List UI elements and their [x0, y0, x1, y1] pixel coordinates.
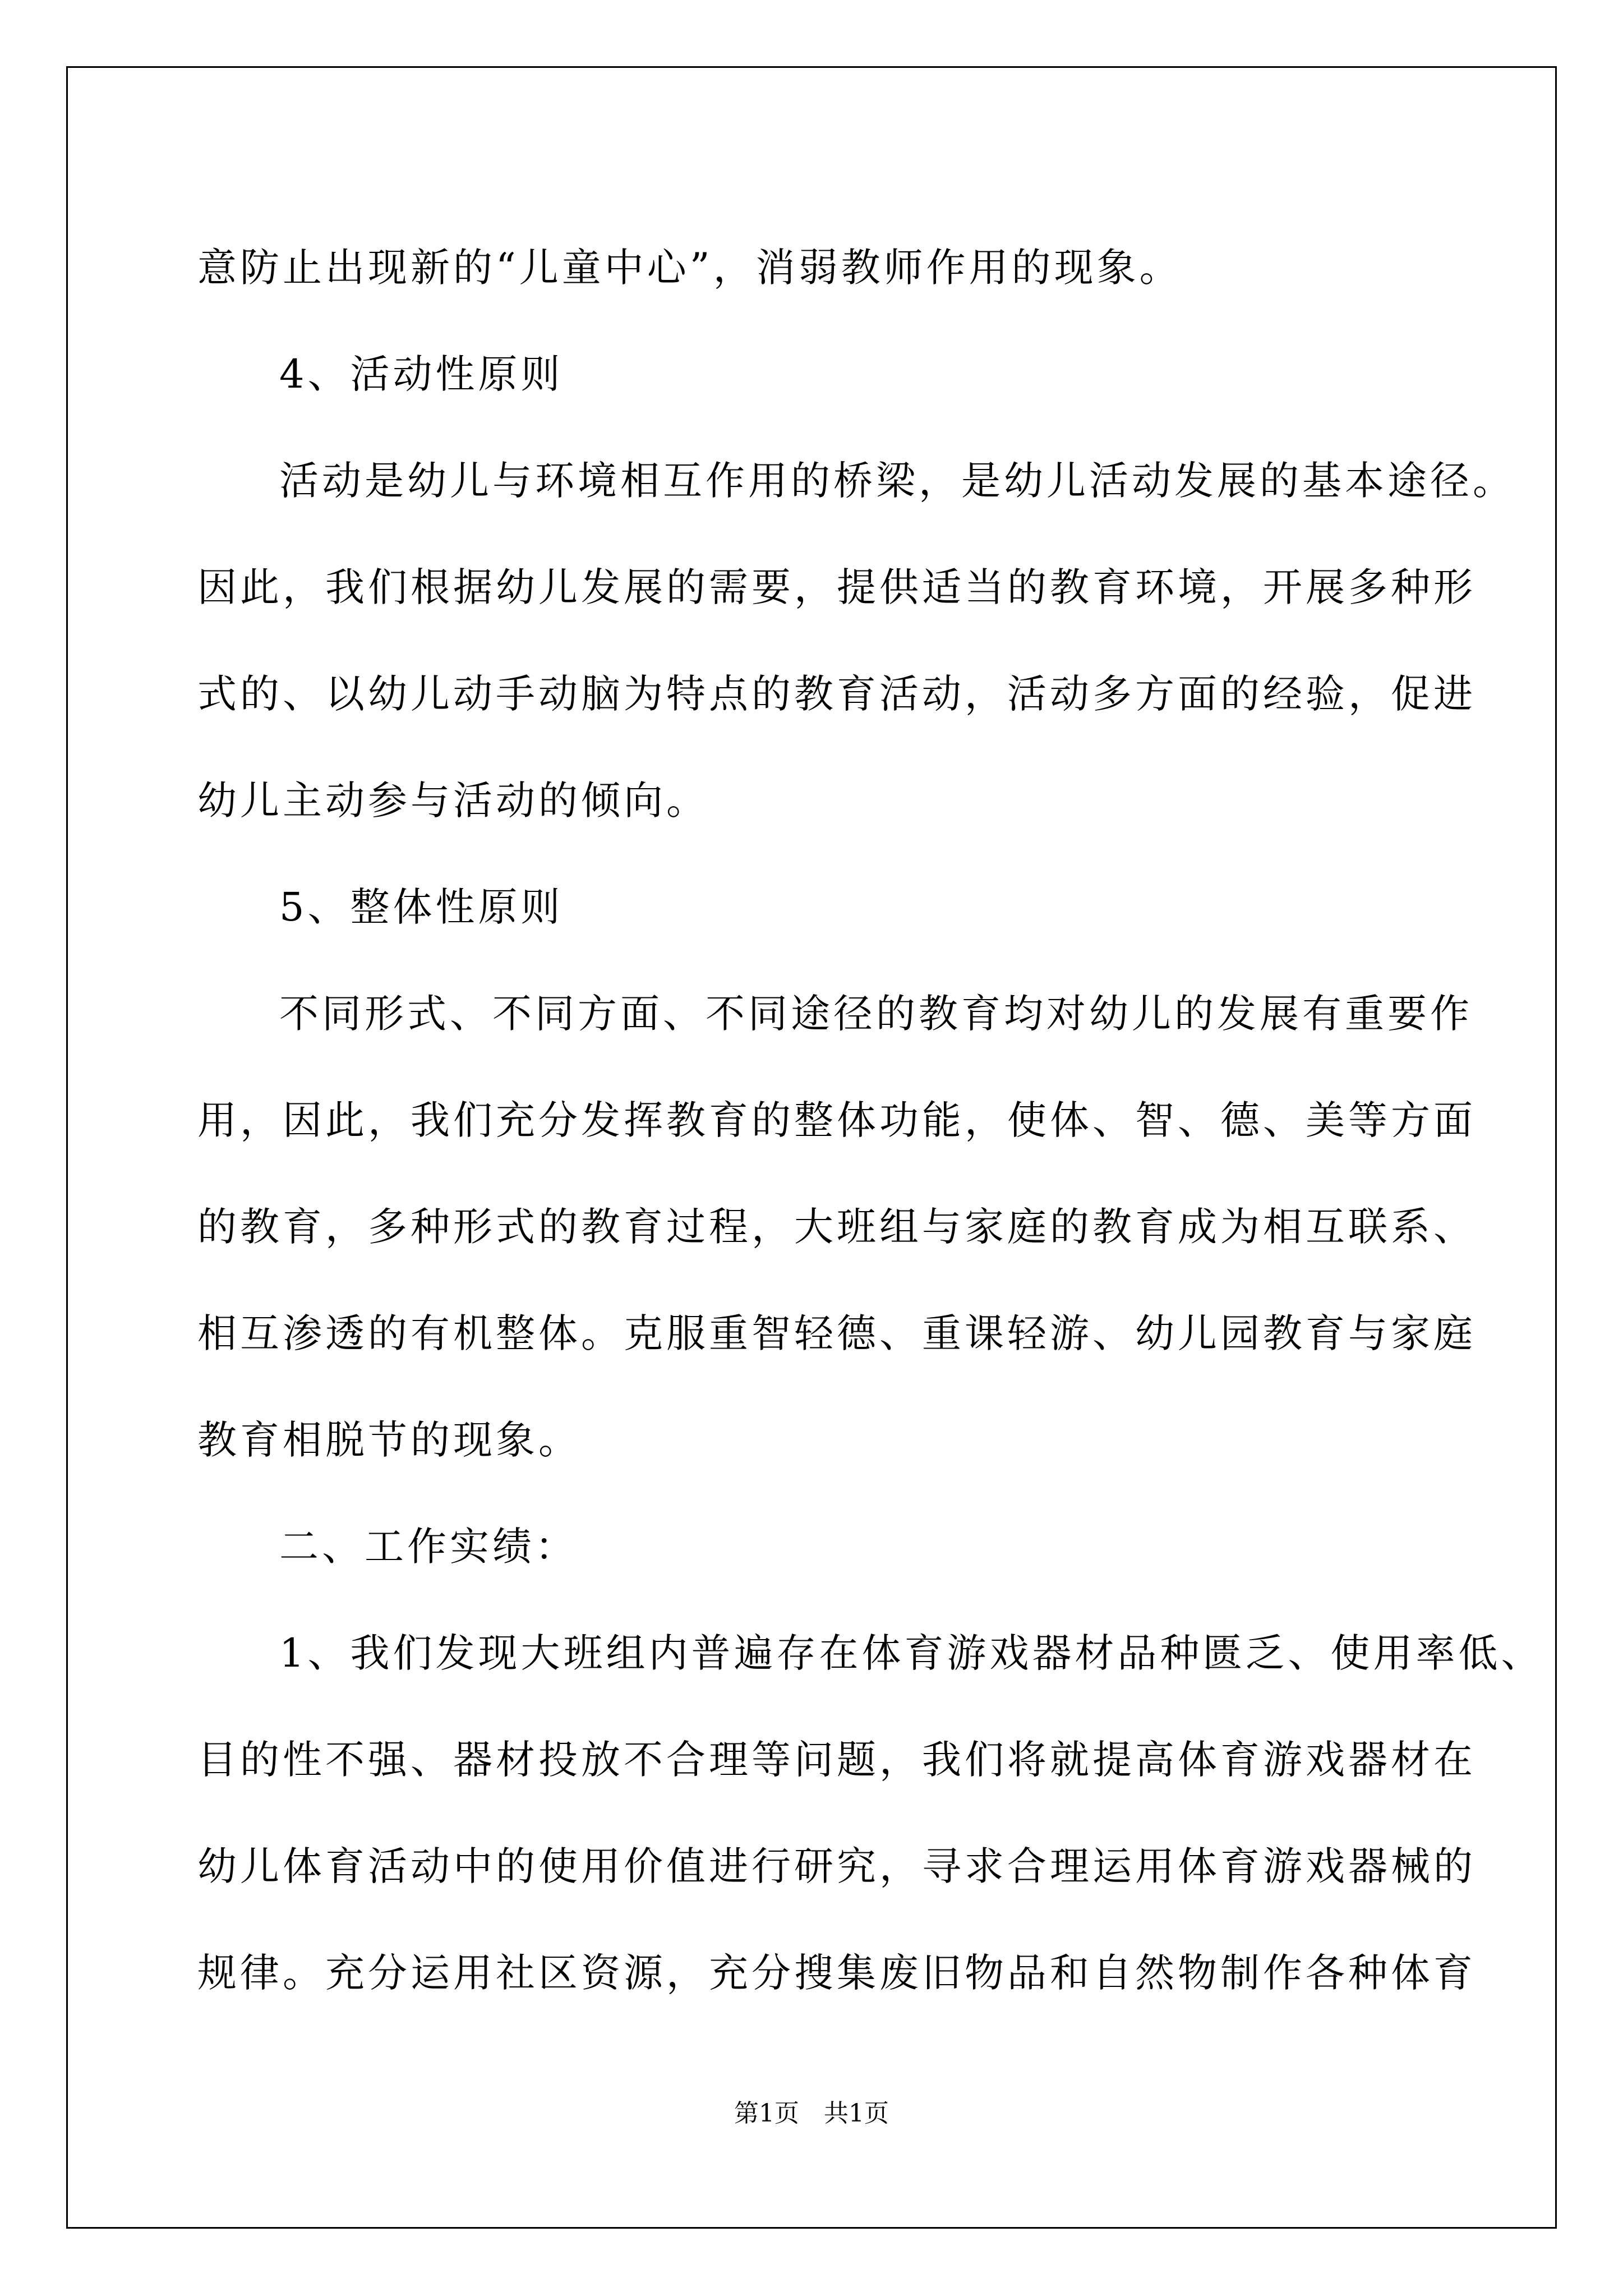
text-line: 式的、以幼儿动手动脑为特点的教育活动，活动多方面的经验，促进 [197, 671, 1476, 717]
text-line: 规律。充分运用社区资源，充分搜集废旧物品和自然物制作各种体育 [197, 1950, 1476, 1996]
page-number-footer: 第1页 共1页 [734, 2099, 889, 2128]
section-heading: 5、整体性原则 [279, 884, 564, 930]
text-line: 1、我们发现大班组内普遍存在体育游戏器材品种匮乏、使用率低、 [279, 1630, 1544, 1676]
document-body [197, 214, 1544, 2026]
text-line: 活动是幼儿与环境相互作用的桥梁，是幼儿活动发展的基本途径。 [279, 458, 1515, 504]
text-line: 的教育，多种形式的教育过程，大班组与家庭的教育成为相互联系、 [197, 1204, 1476, 1250]
section-heading: 二、工作实绩： [279, 1524, 578, 1570]
text-line: 意防止出现新的“儿童中心”，消弱教师作用的现象。 [197, 245, 1182, 291]
text-line: 用，因此，我们充分发挥教育的整体功能，使体、智、德、美等方面 [197, 1097, 1476, 1143]
text-line: 目的性不强、器材投放不合理等问题，我们将就提高体育游戏器材在 [197, 1737, 1476, 1783]
text-line: 相互渗透的有机整体。克服重智轻德、重课轻游、幼儿园教育与家庭 [197, 1310, 1476, 1356]
text-line: 幼儿体育活动中的使用价值进行研究，寻求合理运用体育游戏器械的 [197, 1843, 1476, 1889]
text-line: 因此，我们根据幼儿发展的需要，提供适当的教育环境，开展多种形 [197, 564, 1476, 610]
text-line: 不同形式、不同方面、不同途径的教育均对幼儿的发展有重要作 [279, 991, 1473, 1037]
text-line: 教育相脱节的现象。 [197, 1417, 581, 1463]
section-heading: 4、活动性原则 [279, 351, 564, 397]
text-line: 幼儿主动参与活动的倾向。 [197, 777, 709, 823]
